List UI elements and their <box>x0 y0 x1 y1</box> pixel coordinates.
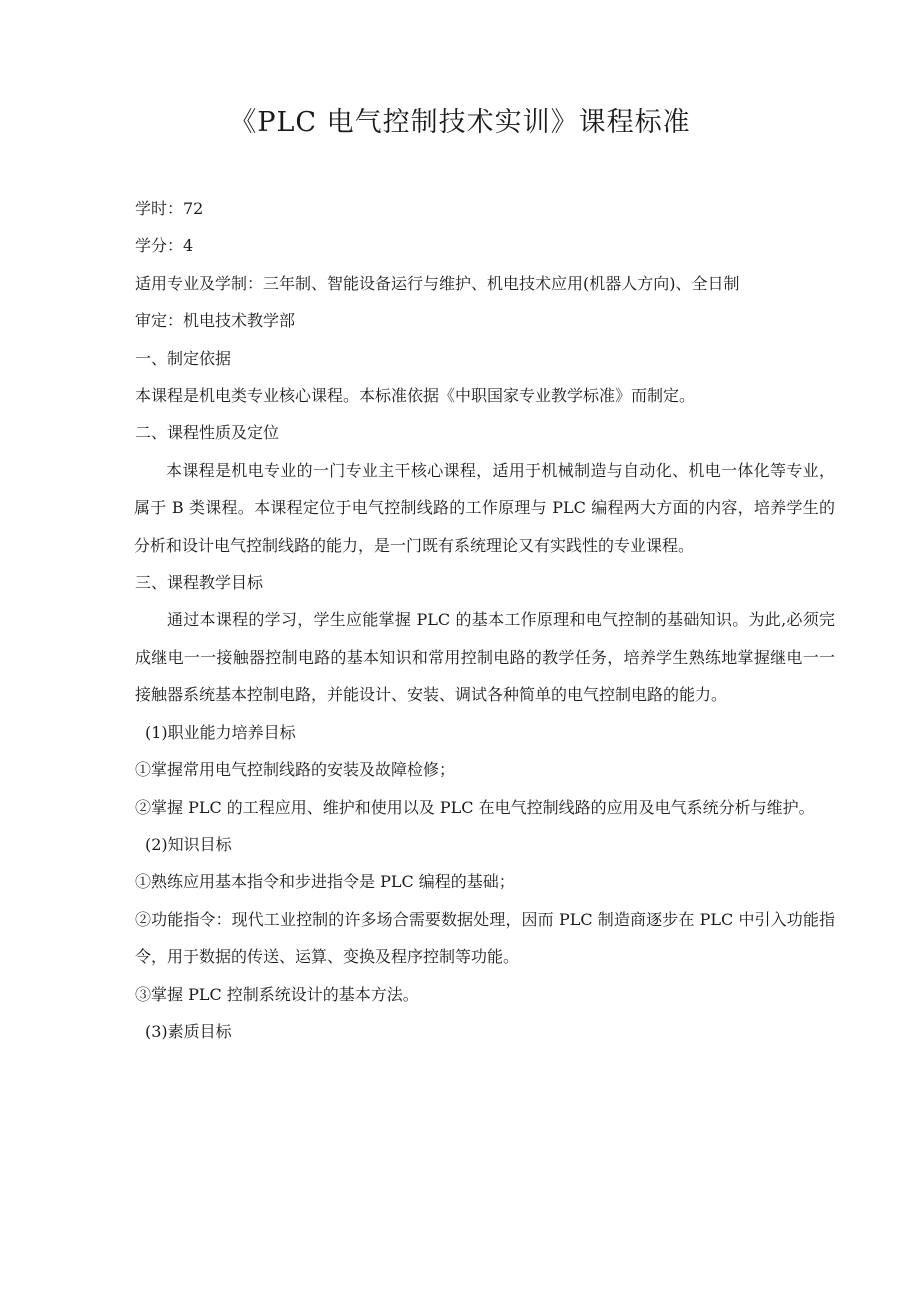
section-heading-nature: 二、课程性质及定位 <box>135 423 280 443</box>
approval-department: 审定：机电技术教学部 <box>135 311 296 331</box>
document-title: 《PLC 电气控制技术实训》课程标准 <box>229 107 691 138</box>
knowledge-goal-3: ③掌握 PLC 控制系统设计的基本方法。 <box>135 984 419 1004</box>
vocational-goal-1: ①掌握常用电气控制线路的安装及故障检修； <box>135 760 456 780</box>
knowledge-goal-1: ①熟练应用基本指令和步进指令是 PLC 编程的基础； <box>135 872 515 892</box>
quality-goals-heading: (3)素质目标 <box>145 1021 232 1041</box>
goals-text: 通过本课程的学习，学生应能掌握 PLC 的基本工作原理和电气控制的基础知识。为此,必须完成继电一一接触器控制电路的基本知识和常用控制电路的教学任务，培养学生熟练地掌握继电一一接触器系统基本控制电路，并能设计、安装、调试各种简单的电气控制电路的能力。 <box>135 610 835 705</box>
applicable-majors: 适用专业及学制：三年制、智能设备运行与维护、机电技术应用(机器人方向)、全日制 <box>135 273 740 293</box>
vocational-goal-2: ②掌握 PLC 的工程应用、维护和使用以及 PLC 在电气控制线路的应用及电气系统分析与维护。 <box>135 797 815 817</box>
document-body <box>135 190 835 1050</box>
vocational-goals-heading: (1)职业能力培养目标 <box>145 722 296 742</box>
course-hours: 学时：72 <box>135 199 204 218</box>
nature-text: 本课程是机电专业的一门专业主干核心课程，适用于机械制造与自动化、机电一体化等专业，属于 B 类课程。本课程定位于电气控制线路的工作原理与 PLC 编程两大方面的内容，培养学生的分析和设计电气控制线路的能力，是一门既有系统理论又有实践性的专业课程。 <box>134 460 835 555</box>
course-credits: 学分：4 <box>135 236 194 256</box>
section-heading-goals: 三、课程教学目标 <box>135 573 264 593</box>
knowledge-goal-2: ②功能指令：现代工业控制的许多场合需要数据处理，因而 PLC 制造商逐步在 PLC 中引入功能指令，用于数据的传送、运算、变换及程序控制等功能。 <box>135 909 835 967</box>
knowledge-goals-heading: (2)知识目标 <box>145 834 232 854</box>
basis-text: 本课程是机电类专业核心课程。本标准依据《中职国家专业教学标准》而制定。 <box>135 386 696 406</box>
section-heading-basis: 一、制定依据 <box>135 348 232 368</box>
